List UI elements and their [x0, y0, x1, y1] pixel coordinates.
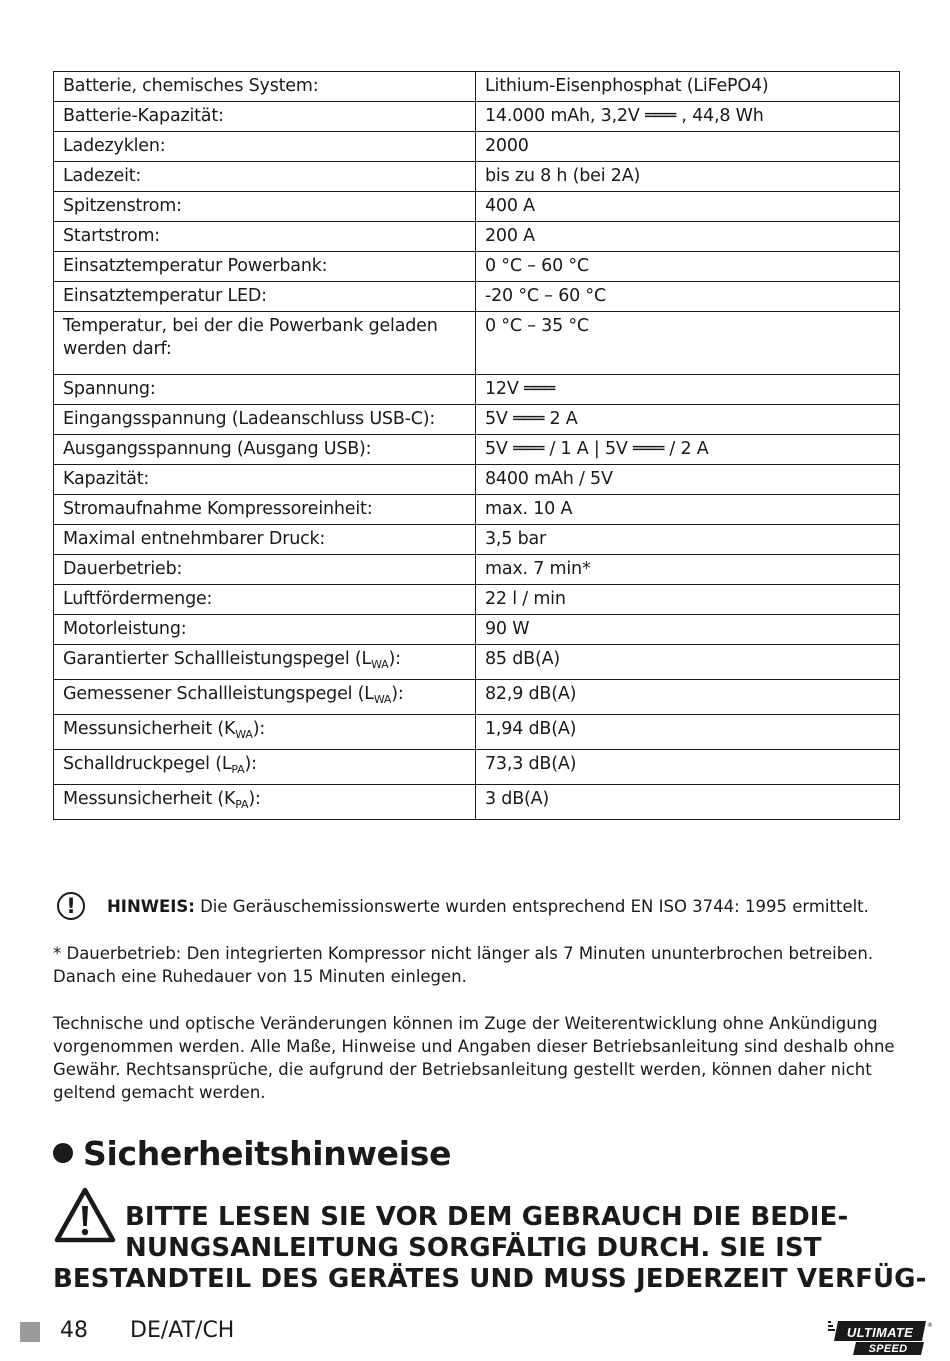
- spec-label: Eingangsspannung (Ladeanschluss USB-C):: [54, 405, 476, 435]
- spec-label: Stromaufnahme Kompressoreinheit:: [54, 495, 476, 525]
- table-row: [54, 282, 900, 312]
- spec-label: Dauerbetrieb:: [54, 555, 476, 585]
- spec-label: Einsatztemperatur Powerbank:: [54, 252, 476, 282]
- spec-label: [54, 750, 476, 785]
- spec-label-suffix: ):: [252, 719, 266, 739]
- table-row: [54, 132, 900, 162]
- table-row: [54, 615, 900, 645]
- table-row: [54, 72, 900, 102]
- disclaimer-paragraph: Technische und optische Veränderungen können im Zuge der Weiterentwicklung ohne Ankündigung vorgenommen werden. Alle Maße, Hinweise und Angaben dieser Betriebsanleitung sind deshalb ohne Gewähr. Rechtsansprüche, die aufgrund der Betriebsanleitung gestellt werden, können daher nicht geltend gemacht werden.: [53, 1014, 895, 1102]
- footnote-paragraph: * Dauerbetrieb: Den integrierten Kompressor nicht länger als 7 Minuten ununterbrochen betreiben. Danach eine Ruhedauer von 15 Minuten einlegen.: [53, 944, 874, 986]
- spec-value: 3,5 bar: [476, 525, 900, 555]
- spec-label: Batterie-Kapazität:: [54, 102, 476, 132]
- page-footer: [0, 1312, 950, 1361]
- spec-label: [54, 715, 476, 750]
- footer-marker-icon: [20, 1322, 40, 1342]
- spec-label-text: Schalldruckpegel (L: [63, 754, 232, 774]
- warning-line-2: NUNGSANLEITUNG SORGFÄLTIG DURCH. SIE IST: [125, 1233, 822, 1263]
- spec-label: Ladezeit:: [54, 162, 476, 192]
- spec-label: Motorleistung:: [54, 615, 476, 645]
- spec-label-text: Gemessener Schallleistungspegel (L: [63, 684, 374, 704]
- spec-label: Temperatur, bei der die Powerbank geladen werden darf:: [54, 312, 476, 375]
- table-row: [54, 312, 900, 375]
- spec-value: 200 A: [476, 222, 900, 252]
- spec-label: Ausgangsspannung (Ausgang USB):: [54, 435, 476, 465]
- technical-data-table: [53, 71, 900, 820]
- spec-value: 14.000 mAh, 3,2V ═══ , 44,8 Wh: [476, 102, 900, 132]
- spec-label: Maximal entnehmbarer Druck:: [54, 525, 476, 555]
- table-row: [54, 750, 900, 785]
- table-row: [54, 785, 900, 820]
- table-row: [54, 192, 900, 222]
- table-row: [54, 555, 900, 585]
- spec-label-subscript: WA: [373, 693, 392, 706]
- spec-value: 1,94 dB(A): [476, 715, 900, 750]
- note-text: [107, 897, 869, 916]
- spec-value: Lithium-Eisenphosphat (LiFePO4): [476, 72, 900, 102]
- spec-label: [54, 785, 476, 820]
- spec-value: 12V ═══: [476, 375, 900, 405]
- spec-value: bis zu 8 h (bei 2A): [476, 162, 900, 192]
- table-row: [54, 222, 900, 252]
- logo-registered-mark: ®: [927, 1322, 933, 1329]
- spec-label: Einsatztemperatur LED:: [54, 282, 476, 312]
- spec-value: -20 °C – 60 °C: [476, 282, 900, 312]
- exclamation-circle-icon: !: [57, 892, 85, 920]
- warning-line-3: BESTANDTEIL DES GERÄTES UND MUSS JEDERZEIT VERFÜG-: [53, 1264, 927, 1294]
- table-row: [54, 680, 900, 715]
- spec-label: Luftfördermenge:: [54, 585, 476, 615]
- spec-label-suffix: ):: [391, 684, 404, 704]
- technical-data-body: [54, 72, 900, 820]
- section-heading: [53, 1132, 451, 1176]
- spec-label-suffix: ):: [244, 754, 257, 774]
- spec-label-suffix: ):: [388, 649, 401, 669]
- spec-value: 90 W: [476, 615, 900, 645]
- spec-value: 5V ═══ 2 A: [476, 405, 900, 435]
- spec-value: 5V ═══ / 1 A | 5V ═══ / 2 A: [476, 435, 900, 465]
- spec-label: Startstrom:: [54, 222, 476, 252]
- spec-label: Batterie, chemisches System:: [54, 72, 476, 102]
- table-row: [54, 252, 900, 282]
- spec-label-suffix: ):: [248, 789, 261, 809]
- spec-label-subscript: PA: [235, 798, 249, 811]
- spec-value: 2000: [476, 132, 900, 162]
- spec-label-text: Messunsicherheit (K: [63, 789, 236, 809]
- warning-line-1: BITTE LESEN SIE VOR DEM GEBRAUCH DIE BEDIE-: [125, 1202, 849, 1232]
- spec-label-text: Garantierter Schallleistungspegel (L: [63, 649, 372, 669]
- spec-label: Kapazität:: [54, 465, 476, 495]
- table-row: [54, 102, 900, 132]
- spec-label-subscript: WA: [371, 658, 389, 671]
- language-code: DE/AT/CH: [130, 1318, 235, 1343]
- spec-label-subscript: PA: [231, 763, 245, 776]
- spec-value: 8400 mAh / 5V: [476, 465, 900, 495]
- spec-value: max. 7 min*: [476, 555, 900, 585]
- spec-value: 3 dB(A): [476, 785, 900, 820]
- spec-value: 0 °C – 35 °C: [476, 312, 900, 375]
- spec-label-text: Messunsicherheit (K: [63, 719, 236, 739]
- spec-value: 400 A: [476, 192, 900, 222]
- spec-label-subscript: WA: [235, 728, 253, 741]
- table-row: [54, 465, 900, 495]
- table-row: [54, 715, 900, 750]
- table-row: [54, 645, 900, 680]
- table-row: [54, 495, 900, 525]
- spec-label: Spitzenstrom:: [54, 192, 476, 222]
- spec-value: 82,9 dB(A): [476, 680, 900, 715]
- spec-label: Spannung:: [54, 375, 476, 405]
- table-row: [54, 405, 900, 435]
- table-row: [54, 525, 900, 555]
- ultimate-speed-logo: [826, 1318, 933, 1358]
- table-row: [54, 585, 900, 615]
- table-row: [54, 375, 900, 405]
- logo-line-2: SPEED: [868, 1343, 908, 1355]
- spec-value: 85 dB(A): [476, 645, 900, 680]
- spec-value: 73,3 dB(A): [476, 750, 900, 785]
- spec-value: max. 10 A: [476, 495, 900, 525]
- note-body: Die Geräuschemissionswerte wurden entsprechend EN ISO 3744: 1995 ermittelt.: [194, 897, 869, 916]
- page-number: 48: [60, 1318, 88, 1343]
- note-box: [53, 890, 899, 926]
- bullet-dot-icon: [53, 1143, 73, 1163]
- spec-value: 0 °C – 60 °C: [476, 252, 900, 282]
- table-row: [54, 162, 900, 192]
- spec-label: [54, 645, 476, 680]
- spec-label: Ladezyklen:: [54, 132, 476, 162]
- note-label: HINWEIS:: [107, 897, 195, 916]
- logo-line-1: ULTIMATE: [846, 1325, 914, 1340]
- spec-label: [54, 680, 476, 715]
- section-heading-text: Sicherheitshinweise: [83, 1134, 452, 1173]
- spec-value: 22 l / min: [476, 585, 900, 615]
- table-row: [54, 435, 900, 465]
- warning-triangle-icon: [53, 1186, 117, 1244]
